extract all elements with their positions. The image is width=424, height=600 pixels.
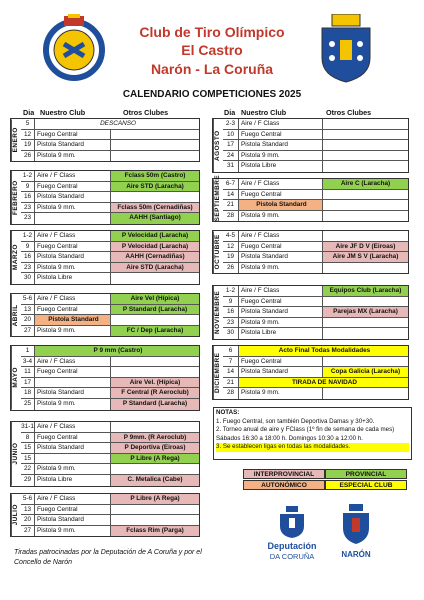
row-day: 26 xyxy=(21,151,35,162)
calendar-row xyxy=(223,242,408,253)
row-other-club xyxy=(323,211,408,222)
calendar-row xyxy=(21,326,199,337)
month-label: AGOSTO xyxy=(213,119,223,172)
calendar-row xyxy=(21,454,199,465)
row-other-club: Aire STD (Laracha) xyxy=(111,263,199,273)
calendar-row xyxy=(223,263,408,274)
right-month-block xyxy=(212,118,409,173)
row-day: 17 xyxy=(21,378,35,388)
left-month-block xyxy=(10,230,200,285)
month-label: JULIO xyxy=(11,494,21,536)
calendar-row xyxy=(223,346,408,357)
calendar-row xyxy=(21,242,199,253)
row-day: 5-6 xyxy=(21,294,35,304)
row-other-club xyxy=(323,357,408,367)
calendar-row xyxy=(223,286,408,297)
row-club-event: Aire / F Class xyxy=(239,119,323,129)
row-club-event: Pistola Standard xyxy=(35,192,111,202)
right-month-block xyxy=(212,174,409,222)
row-day: 9 xyxy=(223,297,239,307)
calendar-row xyxy=(223,231,408,242)
row-day: 9 xyxy=(21,182,35,192)
row-club-event xyxy=(35,378,111,388)
row-day: 23 xyxy=(21,213,35,224)
calendar-row xyxy=(21,192,199,203)
row-club-event: Pistola 9 mm. xyxy=(239,318,323,328)
row-club-event: Pistola Standard xyxy=(35,315,111,325)
row-club-event: Fuego Central xyxy=(239,130,323,140)
row-day: 2-3 xyxy=(223,119,239,129)
row-day: 4-5 xyxy=(223,231,239,241)
row-club-event: Fuego Central xyxy=(35,242,111,252)
row-other-club: P Deportiva (Eiroas) xyxy=(111,443,199,453)
row-day: 8 xyxy=(21,433,35,443)
legend-especial: ESPECIAL CLUB xyxy=(325,480,407,490)
header-club-name: Club de Tiro Olímpico xyxy=(139,24,285,40)
row-other-club xyxy=(323,161,408,172)
naron-label: NARÓN xyxy=(341,550,371,559)
month-label: ENERO xyxy=(11,119,21,161)
row-day: 1-2 xyxy=(21,231,35,241)
calendar-row xyxy=(21,140,199,151)
header-location: El Castro xyxy=(181,42,243,58)
row-event-span: Acto Final Todas Modalidades xyxy=(239,346,408,356)
right-month-block xyxy=(212,230,409,274)
row-event-span: TIRADA DE NAVIDAD xyxy=(239,378,408,388)
row-club-event: Fuego Central xyxy=(35,305,111,315)
calendar-row xyxy=(223,130,408,141)
notes-title: NOTAS: xyxy=(216,409,240,416)
calendar-row xyxy=(21,464,199,475)
note-3: 3. Se establecen ligas en todas las modalidades. xyxy=(216,443,409,452)
row-other-club xyxy=(323,328,408,339)
right-month-block xyxy=(212,285,409,340)
month-label: OCTUBRE xyxy=(213,231,223,273)
deputacion-logo xyxy=(262,506,322,566)
row-club-event: Pistola 9 mm. xyxy=(239,388,323,399)
row-club-event: Pistola Standard xyxy=(239,140,323,150)
calendar-row xyxy=(223,151,408,162)
row-other-club: Fclass 50m (Cernadiñas) xyxy=(111,203,199,213)
row-club-event xyxy=(35,213,111,224)
row-club-event: Fuego Central xyxy=(239,357,323,367)
row-club-event: Pistola 9 mm. xyxy=(35,203,111,213)
legend-autonomico: AUTONÓMICO xyxy=(243,480,325,490)
row-day: 14 xyxy=(223,190,239,200)
row-other-club: Aire STD (Laracha) xyxy=(111,182,199,192)
row-club-event: Pistola 9 mm. xyxy=(35,263,111,273)
row-day: 27 xyxy=(21,326,35,337)
row-day: 1 xyxy=(21,346,35,356)
right-month-block xyxy=(212,345,409,400)
row-other-club: Aire Vel (Hípica) xyxy=(111,294,199,304)
calendar-row xyxy=(223,307,408,318)
month-label: JUNIO xyxy=(11,422,21,486)
left-month-block xyxy=(10,493,200,537)
row-other-club: P 9mm. (R Aeroclub) xyxy=(111,433,199,443)
row-club-event: Pistola 9 mm. xyxy=(239,151,323,161)
row-club-event: Fuego Central xyxy=(239,190,323,200)
row-other-club xyxy=(111,367,199,377)
calendar-row xyxy=(223,318,408,329)
right-col-otros: Otros Clubes xyxy=(326,108,372,117)
row-day: 20 xyxy=(21,515,35,525)
calendar-row xyxy=(21,171,199,182)
row-club-event: Aire / F Class xyxy=(35,422,111,432)
row-day: 1-2 xyxy=(223,286,239,296)
calendar-row xyxy=(223,190,408,201)
calendar-row xyxy=(223,378,408,389)
row-club-event: Pistola 9 mm. xyxy=(239,263,323,274)
row-club-event: Pistola 9 mm. xyxy=(35,399,111,410)
row-club-event: Pistola 9 mm. xyxy=(35,464,111,474)
right-col-nuestro: Nuestro Club xyxy=(241,108,287,117)
row-other-club xyxy=(323,190,408,200)
row-other-club xyxy=(323,318,408,328)
row-other-club: C. Metalica (Cabe) xyxy=(111,475,199,486)
row-club-event: Pistola Libre xyxy=(35,475,111,486)
note-2: 2. Torneo anual de aire y FClass (1º fin de semana de cada mes) Sábados 16:30 a 18:00 h. Domingos 10:30 a 12:00 h. xyxy=(216,426,395,442)
row-club-event: Pistola Libre xyxy=(35,273,111,284)
calendar-row xyxy=(21,231,199,242)
row-day: 6 xyxy=(223,346,239,356)
calendar-row xyxy=(21,505,199,516)
row-day: 19 xyxy=(223,252,239,262)
footer-note: Tiradas patrocinadas por la Deputación de A Coruña y por el Concello de Narón xyxy=(14,549,202,566)
row-other-club: P Standard (Laracha) xyxy=(111,305,199,315)
calendar-row xyxy=(21,315,199,326)
calendar-row xyxy=(223,297,408,308)
row-other-club: Parejas MX (Laracha) xyxy=(323,307,408,317)
row-other-club xyxy=(323,151,408,161)
row-other-club xyxy=(111,315,199,325)
deputacion-sub: DA CORUÑA xyxy=(269,552,315,561)
row-club-event: Pistola 9 mm. xyxy=(35,151,111,162)
row-club-event: Pistola Libre xyxy=(239,161,323,172)
row-club-event: Pistola Standard xyxy=(239,367,323,377)
row-other-club: Aire JM S V (Laracha) xyxy=(323,252,408,262)
row-day: 12 xyxy=(223,242,239,252)
row-other-club xyxy=(111,505,199,515)
row-day: 6-7 xyxy=(223,179,239,189)
calendar-row xyxy=(21,443,199,454)
row-club-event: Fuego Central xyxy=(239,297,323,307)
row-club-event: Aire / F Class xyxy=(35,294,111,304)
row-day: 31 xyxy=(223,161,239,172)
row-club-event: Aire / F Class xyxy=(239,286,323,296)
row-club-event: Fuego Central xyxy=(35,130,111,140)
calendar-row xyxy=(21,433,199,444)
row-other-club: Aire Vel. (Hípica) xyxy=(111,378,199,388)
calendar-row xyxy=(21,252,199,263)
left-col-nuestro: Nuestro Club xyxy=(40,108,86,117)
row-other-club: P Velocidad (Laracha) xyxy=(111,231,199,241)
row-club-event: Fuego Central xyxy=(239,242,323,252)
row-club-event: Pistola Standard xyxy=(239,307,323,317)
calendar-row xyxy=(223,388,408,399)
row-other-club xyxy=(323,231,408,241)
row-day: 9 xyxy=(21,242,35,252)
row-other-club xyxy=(323,130,408,140)
row-other-club xyxy=(323,297,408,307)
row-day: 13 xyxy=(21,305,35,315)
calendar-row xyxy=(21,367,199,378)
row-day: 12 xyxy=(21,130,35,140)
month-label: DICIEMBRE xyxy=(213,346,223,399)
row-other-club: Aire C (Laracha) xyxy=(323,179,408,189)
calendar-row xyxy=(21,203,199,214)
row-day: 11 xyxy=(21,367,35,377)
calendar-row xyxy=(21,346,199,357)
row-other-club: FC / Dep (Laracha) xyxy=(111,326,199,337)
month-label: NOVIEMBRE xyxy=(213,286,223,339)
calendar-row xyxy=(21,515,199,526)
row-day: 5 xyxy=(21,119,35,129)
row-club-event: Pistola Standard xyxy=(35,443,111,453)
row-club-event: Fuego Central xyxy=(35,433,111,443)
calendar-row xyxy=(21,399,199,410)
row-other-club: Fclass Rim (Parga) xyxy=(111,526,199,537)
row-other-club xyxy=(111,140,199,150)
calendar-row xyxy=(223,119,408,130)
calendar-row xyxy=(223,328,408,339)
calendar-row xyxy=(21,357,199,368)
row-other-club xyxy=(111,357,199,367)
row-club-event: Pistola 9 mm. xyxy=(35,526,111,537)
row-day: 24 xyxy=(223,151,239,161)
right-col-dia: Dia xyxy=(224,108,236,117)
row-other-club xyxy=(323,119,408,129)
calendar-row xyxy=(21,422,199,433)
row-club-event: Aire / F Class xyxy=(35,171,111,181)
row-day: 29 xyxy=(21,475,35,486)
calendar-row xyxy=(21,494,199,505)
left-month-block xyxy=(10,421,200,487)
row-day: 28 xyxy=(223,211,239,222)
row-day: 7 xyxy=(223,357,239,367)
row-other-club: Copa Galicia (Laracha) xyxy=(323,367,408,377)
month-label: MAYO xyxy=(11,346,21,410)
row-club-event xyxy=(35,454,111,464)
row-day: 15 xyxy=(21,454,35,464)
row-day: 23 xyxy=(21,263,35,273)
row-other-club xyxy=(323,140,408,150)
calendar-row xyxy=(223,367,408,378)
row-other-club xyxy=(111,130,199,140)
row-other-club xyxy=(111,422,199,432)
row-day: 21 xyxy=(223,200,239,210)
row-event-span: P 9 mm (Castro) xyxy=(35,346,199,356)
row-day: 22 xyxy=(21,464,35,474)
calendar-row xyxy=(21,213,199,224)
row-other-club: AAHH (Santiago) xyxy=(111,213,199,224)
row-day: 30 xyxy=(223,328,239,339)
row-club-event: Fuego Central xyxy=(35,182,111,192)
calendar-row xyxy=(223,161,408,172)
row-other-club: P Velocidad (Laracha) xyxy=(111,242,199,252)
row-day: 21 xyxy=(223,378,239,388)
row-club-event: Pistola Standard xyxy=(35,388,111,398)
calendar-row xyxy=(21,526,199,537)
row-club-event: Fuego Central xyxy=(35,367,111,377)
row-day: 16 xyxy=(21,252,35,262)
row-club-event: Aire / F Class xyxy=(35,494,111,504)
row-day: 15 xyxy=(21,443,35,453)
row-club-event: Pistola 9 mm. xyxy=(239,211,323,222)
row-club-event: Pistola Standard xyxy=(35,252,111,262)
calendar-row xyxy=(21,130,199,141)
row-other-club: P Libre (A Rega) xyxy=(111,494,199,504)
calendar-row xyxy=(223,140,408,151)
deputacion-label: Deputación xyxy=(267,541,317,551)
calendar-row xyxy=(21,475,199,486)
row-other-club xyxy=(323,263,408,274)
row-other-club: Aire JF D V (Eiroas) xyxy=(323,242,408,252)
month-label: MARZO xyxy=(11,231,21,284)
row-day: 13 xyxy=(21,505,35,515)
row-club-event: Pistola Standard xyxy=(239,200,323,210)
row-day: 26 xyxy=(223,263,239,274)
month-label: FEBRERO xyxy=(11,171,21,224)
left-month-block xyxy=(10,118,200,162)
left-month-block xyxy=(10,345,200,411)
row-day: 28 xyxy=(223,388,239,399)
calendar-row xyxy=(223,211,408,222)
row-club-event: Pistola Standard xyxy=(35,515,111,525)
row-club-event: Pistola Standard xyxy=(35,140,111,150)
calendar-row xyxy=(21,263,199,274)
row-club-event: Pistola Libre xyxy=(239,328,323,339)
calendar-row xyxy=(21,378,199,389)
calendar-row xyxy=(223,252,408,263)
row-day: 19 xyxy=(21,140,35,150)
row-day: 27 xyxy=(21,526,35,537)
left-month-block xyxy=(10,170,200,225)
row-day: 30 xyxy=(21,273,35,284)
calendar-row xyxy=(223,357,408,368)
left-month-block xyxy=(10,293,200,337)
month-label: ABRIL xyxy=(11,294,21,336)
row-day: 5-6 xyxy=(21,494,35,504)
left-col-otros: Otros Clubes xyxy=(123,108,169,117)
header-city: Narón - La Coruña xyxy=(150,61,274,77)
row-club-event: Aire / F Class xyxy=(239,231,323,241)
legend-provincial: PROVINCIAL xyxy=(325,469,407,479)
row-other-club: AAHH (Cernadiñas) xyxy=(111,252,199,262)
row-club-event: Aire / F Class xyxy=(239,179,323,189)
row-other-club xyxy=(111,151,199,162)
row-day: 23 xyxy=(223,318,239,328)
row-other-club: F Central (R Aeroclub) xyxy=(111,388,199,398)
row-other-club: Fclass 50m (Castro) xyxy=(111,171,199,181)
row-other-club xyxy=(323,388,408,399)
row-day: 17 xyxy=(223,140,239,150)
row-day: 25 xyxy=(21,399,35,410)
row-other-club xyxy=(111,273,199,284)
row-other-club: P Standard (Laracha) xyxy=(111,399,199,410)
row-other-club: P Libre (A Rega) xyxy=(111,454,199,464)
row-day: 14 xyxy=(223,367,239,377)
row-other-club: Equipos Club (Laracha) xyxy=(323,286,408,296)
calendar-row xyxy=(21,294,199,305)
notes-box xyxy=(213,407,412,460)
row-day: 10 xyxy=(223,130,239,140)
calendar-row xyxy=(21,273,199,284)
row-day: 1-2 xyxy=(21,171,35,181)
calendar-row xyxy=(21,182,199,193)
row-day: 20 xyxy=(21,315,35,325)
left-col-dia: Dia xyxy=(23,108,35,117)
row-day: 23 xyxy=(21,203,35,213)
calendar-row xyxy=(21,151,199,162)
naron-logo xyxy=(331,504,381,566)
row-club-event: Aire / F Class xyxy=(35,231,111,241)
row-club-event: Aire / F Class xyxy=(35,357,111,367)
row-other-club xyxy=(111,192,199,202)
row-club-event: Pistola Standard xyxy=(239,252,323,262)
row-day: 16 xyxy=(223,307,239,317)
calendar-row xyxy=(21,388,199,399)
calendar-row xyxy=(223,179,408,190)
legend-interprovincial: INTERPROVINCIAL xyxy=(243,469,325,479)
month-label: SEPTIEMBRE xyxy=(214,174,221,222)
row-event-span: DESCANSO xyxy=(100,120,136,127)
row-day: 3-4 xyxy=(21,357,35,367)
note-1: 1. Fuego Central, son también Deportiva Damas y 30+30. xyxy=(216,417,375,425)
row-other-club xyxy=(323,200,408,210)
row-club-event: Pistola 9 mm. xyxy=(35,326,111,337)
calendar-row xyxy=(223,200,408,211)
row-other-club xyxy=(111,464,199,474)
row-day: 31-1 xyxy=(21,423,34,430)
row-club-event: Fuego Central xyxy=(35,505,111,515)
row-other-club xyxy=(111,515,199,525)
row-day: 16 xyxy=(21,192,35,202)
page-title: CALENDARIO COMPETICIONES 2025 xyxy=(122,89,302,100)
calendar-row xyxy=(21,305,199,316)
row-day: 18 xyxy=(21,388,35,398)
calendar-row xyxy=(21,119,199,130)
